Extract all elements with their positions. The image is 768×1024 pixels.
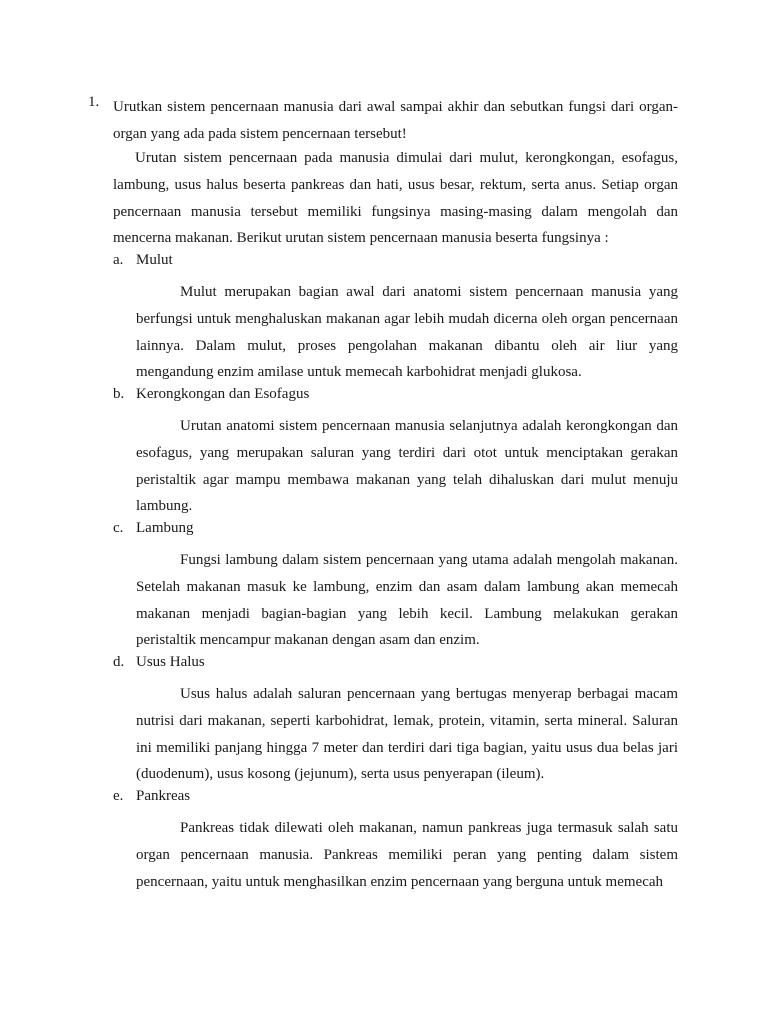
section-letter: a. [113, 252, 124, 268]
section-heading-kerongkongan [113, 386, 309, 403]
section-heading-pankreas [113, 788, 190, 805]
section-letter: d. [113, 654, 125, 670]
intro-paragraph: Urutan sistem pencernaan pada manusia dimulai dari mulut, kerongkongan, esofagus, lambung, usus halus beserta pankreas dan hati, usus besar, rektum, serta anus. Setiap organ pencernaan manusia tersebut memiliki fungsinya masing-masing dalam mengolah dan mencerna makanan. Berikut urutan sistem pencernaan manusia beserta fungsinya : [113, 150, 678, 247]
section-body-lambung: Fungsi lambung dalam sistem pencernaan yang utama adalah mengolah makanan. Setelah makanan masuk ke lambung, enzim dan asam dalam lambung akan memecah makanan menjadi bagian-bagian yang lebih kecil. Lambung melakukan gerakan peristaltik mencampur makanan dengan asam dan enzim. [136, 552, 678, 649]
section-letter: e. [113, 788, 124, 804]
section-body-usus-halus: Usus halus adalah saluran pencernaan yang bertugas menyerap berbagai macam nutrisi dari makanan, seperti karbohidrat, lemak, protein, vitamin, serta mineral. Saluran ini memiliki panjang hingga 7 meter dan terdiri dari tiga bagian, yaitu usus dua belas jari (duodenum), usus kosong (jejunum), serta usus penyerapan (ileum). [136, 686, 678, 783]
section-title: Lambung [136, 520, 194, 536]
section-heading-lambung [113, 520, 194, 537]
section-letter: b. [113, 386, 125, 402]
section-title: Mulut [136, 252, 173, 268]
section-title: Usus Halus [136, 654, 205, 670]
section-heading-usus-halus [113, 654, 205, 671]
section-title: Kerongkongan dan Esofagus [136, 386, 310, 402]
section-heading-mulut [113, 252, 173, 269]
section-letter: c. [113, 520, 124, 536]
question-item [88, 94, 678, 148]
question-number: 1. [88, 94, 100, 110]
section-body-pankreas: Pankreas tidak dilewati oleh makanan, namun pankreas juga termasuk salah satu organ pencernaan manusia. Pankreas memiliki peran yang penting dalam sistem pencernaan, yaitu untuk menghasilkan enzim pencernaan yang berguna untuk memecah [136, 820, 678, 890]
question-text: Urutkan sistem pencernaan manusia dari awal sampai akhir dan sebutkan fungsi dari organ-organ yang ada pada sistem pencernaan tersebut! [113, 99, 678, 142]
section-body-kerongkongan: Urutan anatomi sistem pencernaan manusia selanjutnya adalah kerongkongan dan esofagus, yang merupakan saluran yang terdiri dari otot untuk menciptakan gerakan peristaltik agar mampu membawa makanan yang telah dihaluskan dari mulut menuju lambung. [136, 418, 678, 515]
section-title: Pankreas [136, 788, 191, 804]
section-body-mulut: Mulut merupakan bagian awal dari anatomi sistem pencernaan manusia yang berfungsi untuk menghaluskan makanan agar lebih mudah dicerna oleh organ pencernaan lainnya. Dalam mulut, proses pengolahan makanan dibantu oleh air liur yang mengandung enzim amilase untuk memecah karbohidrat menjadi glukosa. [136, 284, 678, 381]
